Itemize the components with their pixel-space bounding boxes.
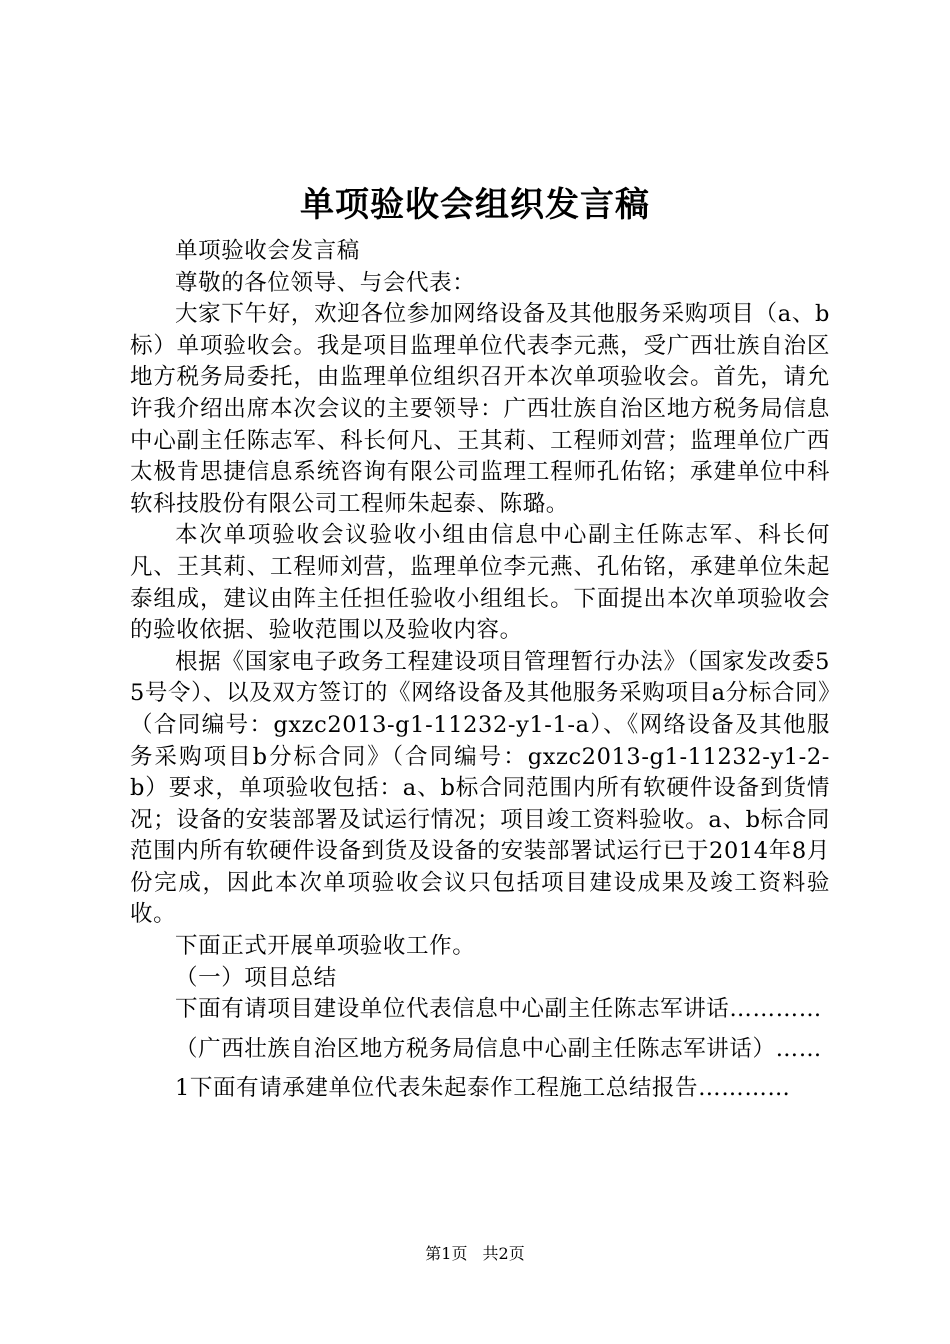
paragraph-salutation: 尊敬的各位领导、与会代表： [175, 269, 476, 296]
paragraph-acceptance-team: 本次单项验收会议验收小组由信息中心副主任陈志军、科长何凡、王其莉、工程师刘营，监理单位李元燕、孔佑铭，承建单位朱起泰组成，建议由阵主任担任验收小组组长。下面提出本次单项验收会的验收依据、验收范围以及验收内容。 [130, 522, 830, 644]
document-body [130, 236, 830, 1113]
page-footer [0, 1243, 950, 1265]
page-number-total: 共2页 [482, 1244, 525, 1263]
paragraph-acceptance-basis: 根据《国家电子政务工程建设项目管理暂行办法》（国家发改委55号令）、以及双方签订的《网络设备及其他服务采购项目a分标合同》（合同编号：gxzc2013-g1-11232-y1-1-a）、《网络设备及其他服务采购项目b分标合同》（合同编号：gxzc2013-g1-11232-y1-2-b）要求，单项验收包括：a、b标合同范围内所有软硬件设备到货情况；设备的安装部署及试运行情况；项目竣工资料验收。a、b标合同范围内所有软硬件设备到货及设备的安装部署试运行已于2014年8月份完成，因此本次单项验收会议只包括项目建设成果及竣工资料验收。 [130, 648, 830, 928]
section-heading-project-summary: （一）项目总结 [175, 964, 337, 991]
paragraph-subtitle: 单项验收会发言稿 [175, 238, 360, 264]
paragraph-invite-speech: 下面有请项目建设单位代表信息中心副主任陈志军讲话………… [175, 996, 822, 1023]
paragraph-invite-report: 1下面有请承建单位代表朱起泰作工程施工总结报告………… [175, 1075, 791, 1102]
paragraph-opening: 大家下午好，欢迎各位参加网络设备及其他服务采购项目（a、b标）单项验收会。我是项目监理单位代表李元燕，受广西壮族自治区地方税务局委托，由监理单位组织召开本次单项验收会。首先，请允许我介绍出席本次会议的主要领导：广西壮族自治区地方税务局信息中心副主任陈志军、科长何凡、王其莉、工程师刘营；监理单位广西太极肯思捷信息系统咨询有限公司监理工程师孔佑铭；承建单位中科软科技股份有限公司工程师朱起泰、陈璐。 [130, 301, 830, 517]
paragraph-speech-note: （广西壮族自治区地方税务局信息中心副主任陈志军讲话）…… [175, 1035, 822, 1062]
paragraph-start-work: 下面正式开展单项验收工作。 [175, 933, 476, 960]
document-title: 单项验收会组织发言稿 [300, 185, 650, 225]
page-number-current: 第1页 [425, 1244, 468, 1263]
